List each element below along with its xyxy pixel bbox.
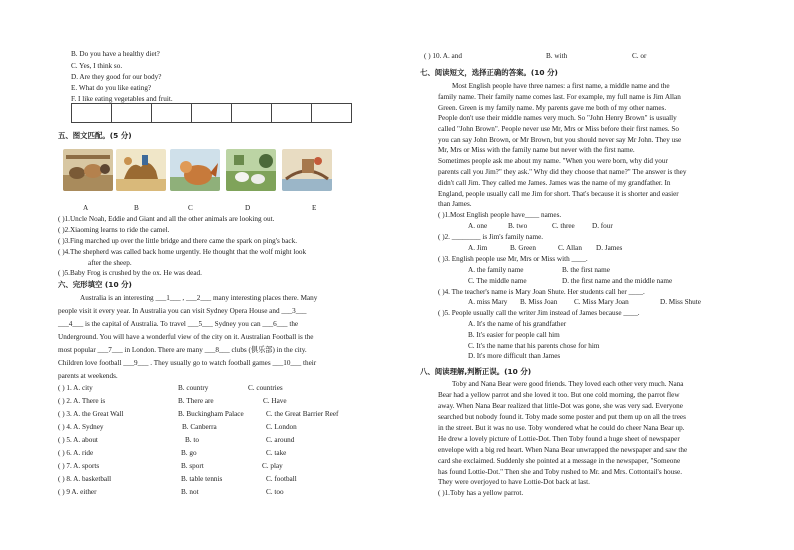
option: C. Allan — [558, 244, 582, 252]
question: ( )2. ________ is Jim's family name. — [438, 233, 544, 241]
true-false-question: ( )1.Toby has a yellow parrot. — [438, 489, 524, 497]
passage-line: parents call you Jim?" they ask." Why did they choose that name?" The answer is they — [438, 168, 687, 176]
passage-line: Bear had a yellow parrot and she loved it too. But one cold morning, the parrot flew — [438, 391, 680, 399]
passage-line: parents at weekends. — [58, 372, 118, 380]
answer-cell[interactable] — [112, 104, 152, 123]
choice-c: C. Have — [263, 397, 287, 405]
section7-title: 七、阅读短文，选择正确的答案。(10 分) — [420, 68, 558, 77]
answer-cell[interactable] — [152, 104, 192, 123]
passage-line: you can say John Brown, or Mr Brown, but you should never say Mr John. They use — [438, 136, 682, 144]
passage-line: family name. Their family name comes last. For example, my full name is Jim Allan — [438, 93, 681, 101]
option: D. It's more difficult than James — [468, 352, 561, 360]
choice-b: B. country — [178, 384, 209, 392]
passage-line: England, people usually call me Jim for short. That's because it is shorter and easier — [438, 190, 679, 198]
section6-title: 六、完形填空 (10 分) — [58, 280, 132, 289]
section8-title: 八、阅读理解,判断正误。(10 分) — [420, 367, 532, 376]
passage-line: searched but nobody found it. Toby made some poster and put them up on all the trees — [438, 413, 686, 421]
passage-line: Mr, Mrs or Miss with the family name but never with the first name. — [438, 146, 635, 154]
option: A. one — [468, 222, 488, 230]
option: B. It's easier for people call him — [468, 331, 560, 339]
section5-title: 五、图文匹配。(5 分) — [58, 131, 132, 140]
match-item: ( )1.Uncle Noah, Eddie and Giant and all the other animals are looking out. — [58, 215, 275, 223]
choice-num: ( ) 10. A. and — [424, 52, 462, 60]
option: D. four — [592, 222, 613, 230]
choice-num: ( ) 5. A. about — [58, 436, 98, 444]
option: C. The middle name — [468, 277, 527, 285]
picture-letter-b: B — [134, 204, 139, 212]
option: A. the family name — [468, 266, 524, 274]
choice-c: C. play — [262, 462, 283, 470]
passage-line: didn't call Jim. They called me James. James was the name of my grandfather. In — [438, 179, 671, 187]
passage-line: Underground. You will have a wonderful view of the city on it. Australian Football is the — [58, 333, 314, 341]
choice-b: B. with — [546, 52, 568, 60]
picture-a-animals-illustration — [63, 149, 113, 191]
choice-num: ( ) 6. A. ride — [58, 449, 94, 457]
option: B. two — [508, 222, 528, 230]
answer-cell[interactable] — [272, 104, 312, 123]
choice-c: C. football — [266, 475, 297, 483]
answer-cell[interactable] — [192, 104, 232, 123]
choice-c: C. the Great Barrier Reef — [266, 410, 339, 418]
match-item: ( )5.Baby Frog is crushed by the ox. He was dead. — [58, 269, 202, 277]
option: A. It's the name of his grandfather — [468, 320, 567, 328]
choice-num: ( ) 2. A. There is — [58, 397, 106, 405]
passage-line: card she exclaimed. Suddenly she pointed at a message in the newspaper, "Someone — [438, 457, 681, 465]
question: ( )4. The teacher's name is Mary Joan Shute. Her students call her ____. — [438, 288, 645, 296]
passage-line: Toby and Nana Bear were good friends. They loved each other very much. Nana — [452, 380, 684, 388]
choice-b: B. There are — [178, 397, 214, 405]
dialog-line: E. What do you like eating? — [71, 84, 152, 92]
passage-line: in the street. But it was no use. Toby wondered what he could do cheer Nana Bear up. — [438, 424, 685, 432]
picture-c-fox-illustration — [170, 149, 220, 191]
choice-c: C. take — [266, 449, 287, 457]
passage-line: They were overjoyed to have Lottie-Dot back at last. — [438, 478, 590, 486]
passage-line: Most English people have three names: a first name, a middle name and the — [452, 82, 670, 90]
answer-cell[interactable] — [72, 104, 112, 123]
passage-line: Green. Green is my family name. My parents gave me both of my other names. — [438, 104, 667, 112]
choice-b: B. go — [181, 449, 197, 457]
match-item: after the sheep. — [88, 259, 132, 267]
passage-line: Children love football ___9___ . They usually go to watch football games ___10___ their — [58, 359, 317, 367]
choice-c: C. or — [632, 52, 647, 60]
passage-line: People don't use their middle names very much. So "John Henry Brown" is usually — [438, 114, 677, 122]
choice-c: C. countries — [248, 384, 283, 392]
choice-num: ( ) 7. A. sports — [58, 462, 100, 470]
passage-line: away. When Nana Bear realized that little-Dot was gone, she was very sad. Everyone — [438, 402, 683, 410]
passage-line: than James. — [438, 200, 472, 208]
option: C. three — [552, 222, 575, 230]
match-item: ( )4.The shepherd was called back home urgently. He thought that the wolf might look — [58, 248, 307, 256]
option: C. It's the name that his parents chose for him — [468, 342, 600, 350]
dialog-line: B. Do you have a healthy diet? — [71, 50, 160, 58]
choice-c: C. around — [266, 436, 295, 444]
choice-b: B. not — [181, 488, 199, 496]
choice-num: ( ) 8. A. basketball — [58, 475, 112, 483]
choice-num: ( ) 4. A. Sydney — [58, 423, 104, 431]
option: C. Miss Mary Joan — [574, 298, 629, 306]
choice-b: B. to — [185, 436, 199, 444]
picture-letter-a: A — [83, 204, 89, 212]
dialog-line: C. Yes, I think so. — [71, 62, 123, 70]
passage-line: called "John Brown". People never use Mr, Mrs or Miss before their first names. So — [438, 125, 679, 133]
picture-letter-d: D — [245, 204, 251, 212]
passage-line: Sometimes people ask me about my name. "When you were born, why did your — [438, 157, 668, 165]
picture-letter-c: C — [188, 204, 193, 212]
choice-c: C. too — [266, 488, 284, 496]
option: D. Miss Shute — [660, 298, 701, 306]
passage-line: people visit it every year. In Australia you can visit Sydney Opera House and ___3___ — [58, 307, 307, 315]
match-item: ( )2.Xiaoming learns to ride the camel. — [58, 226, 170, 234]
choice-b: B. table tennis — [181, 475, 223, 483]
option: A. Jim — [468, 244, 488, 252]
answer-cell[interactable] — [232, 104, 272, 123]
question: ( )1.Most English people have____ names. — [438, 211, 562, 219]
option: D. the first name and the middle name — [562, 277, 673, 285]
choice-num: ( ) 3. A. the Great Wall — [58, 410, 124, 418]
passage-line: ___4___ is the capital of Australia. To travel ___5___ Sydney you can ___6___ the — [58, 320, 299, 328]
option: D. James — [596, 244, 623, 252]
passage-line: most popular ___7___ in London. There are many ___8___ clubs (俱乐部) in the city. — [58, 346, 307, 354]
question: ( )3. English people use Mr, Mrs or Miss with ____. — [438, 255, 588, 263]
picture-d-sheep-illustration — [226, 149, 276, 191]
dialog-line: F. I like eating vegetables and fruit. — [71, 95, 173, 103]
dialog-line: D. Are they good for our body? — [71, 73, 162, 81]
answer-cell[interactable] — [312, 104, 352, 123]
option: B. the first name — [562, 266, 610, 274]
choice-c: C. London — [266, 423, 297, 431]
picture-e-bridge-illustration — [282, 149, 332, 191]
passage-line: envelope with a big red heart. When Nana Bear unwrapped the newspaper and saw the — [438, 446, 688, 454]
picture-b-camel-illustration — [116, 149, 166, 191]
choice-num: ( ) 1. A. city — [58, 384, 93, 392]
question: ( )5. People usually call the writer Jim instead of James because ____. — [438, 309, 640, 317]
choice-b: B. Buckingham Palace — [178, 410, 244, 418]
choice-b: B. Canberra — [182, 423, 217, 431]
option: B. Green — [510, 244, 536, 252]
answer-table[interactable] — [71, 103, 352, 123]
picture-letter-e: E — [312, 204, 317, 212]
passage-line: Australia is an interesting ___1___ , ___2___ many interesting places there. Many — [80, 294, 318, 302]
choice-num: ( ) 9 A. either — [58, 488, 97, 496]
choice-b: B. sport — [181, 462, 204, 470]
match-item: ( )3.Fing marched up over the little bridge and there came the spark on ping's back. — [58, 237, 298, 245]
passage-line: has found Lottie-Dot." Then she and Toby rushed to Mr. and Mrs. Cottontail's house. — [438, 468, 683, 476]
passage-line: He drew a lovely picture of Lottie-Dot. Then Toby found a huge sheet of newspaper — [438, 435, 680, 443]
option: A. miss Mary — [468, 298, 508, 306]
option: B. Miss Joan — [520, 298, 558, 306]
